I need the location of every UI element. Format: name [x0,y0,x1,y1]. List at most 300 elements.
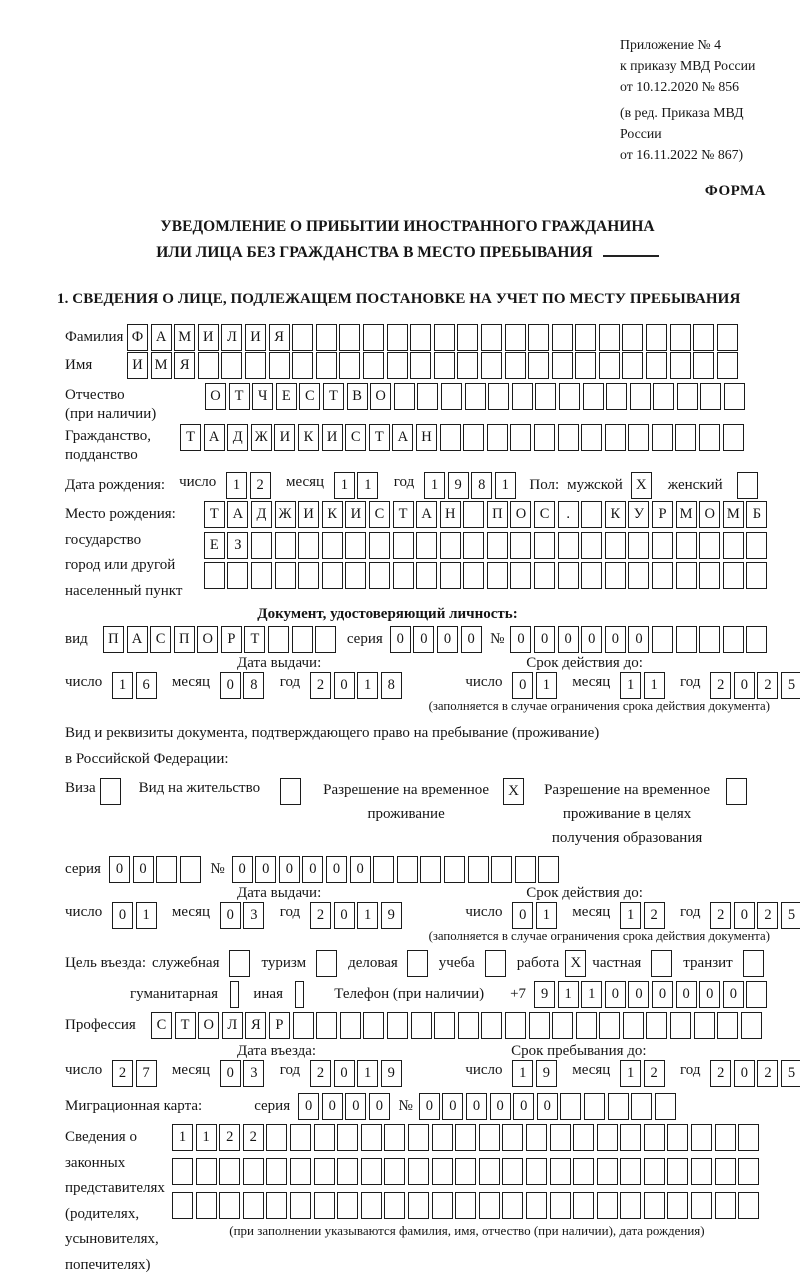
char-cell[interactable] [394,383,415,410]
char-cell[interactable]: 0 [734,672,755,699]
char-cell[interactable] [605,424,626,451]
char-cell[interactable]: 1 [226,472,247,499]
char-cell[interactable]: 9 [534,981,555,1008]
char-cell[interactable]: 2 [112,1060,133,1087]
residence-issue-month-cells[interactable] [220,902,267,929]
char-cell[interactable]: П [174,626,195,653]
char-cell[interactable] [526,1192,547,1219]
char-cell[interactable] [314,1124,335,1151]
char-cell[interactable] [741,1012,762,1039]
purpose-ucheba-checkbox[interactable] [485,950,506,977]
char-cell[interactable] [552,1012,573,1039]
char-cell[interactable]: 1 [558,981,579,1008]
char-cell[interactable] [440,424,461,451]
identity-valid-month-cells[interactable] [620,672,667,699]
phone-cells[interactable] [534,981,770,1008]
char-cell[interactable] [316,1012,337,1039]
char-cell[interactable]: 3 [243,902,264,929]
char-cell[interactable] [322,532,343,559]
char-cell[interactable] [715,1192,736,1219]
char-cell[interactable] [693,324,714,351]
sex-male-checkbox[interactable]: X [631,472,652,499]
char-cell[interactable]: 2 [757,1060,778,1087]
char-cell[interactable] [653,383,674,410]
char-cell[interactable]: 0 [109,856,130,883]
char-cell[interactable] [505,324,526,351]
char-cell[interactable] [491,856,512,883]
char-cell[interactable] [363,1012,384,1039]
char-cell[interactable] [417,383,438,410]
char-cell[interactable]: 2 [250,472,271,499]
char-cell[interactable]: 6 [136,672,157,699]
char-cell[interactable]: Т [369,424,390,451]
char-cell[interactable] [646,352,667,379]
char-cell[interactable] [463,501,484,528]
char-cell[interactable] [581,501,602,528]
char-cell[interactable] [620,1158,641,1185]
char-cell[interactable] [581,562,602,589]
char-cell[interactable] [526,1158,547,1185]
char-cell[interactable] [316,324,337,351]
char-cell[interactable]: 5 [781,902,800,929]
char-cell[interactable] [463,424,484,451]
char-cell[interactable] [597,1158,618,1185]
char-cell[interactable]: 0 [581,626,602,653]
char-cell[interactable]: Т [244,626,265,653]
char-cell[interactable]: А [127,626,148,653]
char-cell[interactable]: 2 [310,672,331,699]
identity-issue-month-cells[interactable] [220,672,267,699]
char-cell[interactable] [487,562,508,589]
char-cell[interactable] [560,1093,581,1120]
char-cell[interactable]: И [127,352,148,379]
char-cell[interactable] [481,324,502,351]
char-cell[interactable] [408,1192,429,1219]
char-cell[interactable]: 2 [710,672,731,699]
residence-number-cells[interactable] [232,856,562,883]
stay-month-cells[interactable] [620,1060,667,1087]
purpose-chastnaya-checkbox[interactable] [651,950,672,977]
temp-permit-checkbox[interactable]: X [503,778,524,805]
char-cell[interactable]: Т [323,383,344,410]
char-cell[interactable]: 0 [232,856,253,883]
char-cell[interactable] [275,562,296,589]
char-cell[interactable] [290,1124,311,1151]
char-cell[interactable] [463,562,484,589]
char-cell[interactable] [534,424,555,451]
char-cell[interactable] [411,1012,432,1039]
birth-month-cells[interactable] [334,472,381,499]
birth-place-cells-2[interactable] [204,532,770,559]
char-cell[interactable] [315,626,336,653]
char-cell[interactable]: . [558,501,579,528]
visa-checkbox[interactable] [100,778,121,805]
doc-number-cells[interactable] [510,626,770,653]
char-cell[interactable] [251,562,272,589]
surname-cells[interactable] [127,324,740,351]
char-cell[interactable] [345,532,366,559]
char-cell[interactable]: 9 [448,472,469,499]
char-cell[interactable]: З [227,532,248,559]
char-cell[interactable]: И [345,501,366,528]
char-cell[interactable] [644,1192,665,1219]
entry-month-cells[interactable] [220,1060,267,1087]
char-cell[interactable]: 1 [536,672,557,699]
char-cell[interactable] [558,562,579,589]
char-cell[interactable] [487,424,508,451]
char-cell[interactable] [676,562,697,589]
char-cell[interactable] [691,1124,712,1151]
char-cell[interactable] [738,1192,759,1219]
birth-place-cells-1[interactable] [204,501,770,528]
char-cell[interactable] [266,1124,287,1151]
char-cell[interactable]: С [345,424,366,451]
char-cell[interactable]: 0 [466,1093,487,1120]
char-cell[interactable] [675,424,696,451]
char-cell[interactable]: 1 [357,472,378,499]
char-cell[interactable] [535,383,556,410]
char-cell[interactable] [408,1124,429,1151]
char-cell[interactable]: Ж [275,501,296,528]
char-cell[interactable] [361,1192,382,1219]
char-cell[interactable] [723,424,744,451]
char-cell[interactable] [465,383,486,410]
char-cell[interactable] [575,352,596,379]
char-cell[interactable] [458,1012,479,1039]
char-cell[interactable] [468,856,489,883]
char-cell[interactable]: К [322,501,343,528]
char-cell[interactable]: К [605,501,626,528]
char-cell[interactable] [738,1158,759,1185]
char-cell[interactable] [529,1012,550,1039]
char-cell[interactable] [652,532,673,559]
char-cell[interactable] [631,1093,652,1120]
char-cell[interactable] [393,532,414,559]
char-cell[interactable]: Я [174,352,195,379]
char-cell[interactable] [699,562,720,589]
char-cell[interactable]: 0 [652,981,673,1008]
char-cell[interactable]: 7 [136,1060,157,1087]
char-cell[interactable] [584,1093,605,1120]
char-cell[interactable] [316,352,337,379]
char-cell[interactable]: 2 [243,1124,264,1151]
char-cell[interactable] [337,1158,358,1185]
char-cell[interactable] [670,324,691,351]
char-cell[interactable]: 1 [512,1060,533,1087]
char-cell[interactable]: 1 [620,672,641,699]
char-cell[interactable] [628,562,649,589]
entry-year-cells[interactable] [310,1060,404,1087]
char-cell[interactable] [676,626,697,653]
char-cell[interactable]: С [151,1012,172,1039]
char-cell[interactable]: 0 [298,1093,319,1120]
char-cell[interactable]: 1 [136,902,157,929]
char-cell[interactable]: О [197,626,218,653]
char-cell[interactable] [502,1192,523,1219]
char-cell[interactable] [597,1124,618,1151]
char-cell[interactable]: О [198,1012,219,1039]
char-cell[interactable] [227,562,248,589]
char-cell[interactable]: 9 [381,1060,402,1087]
char-cell[interactable] [487,532,508,559]
char-cell[interactable] [479,1124,500,1151]
migration-number-cells[interactable] [419,1093,679,1120]
legal-reps-cells-3[interactable] [172,1192,762,1219]
char-cell[interactable]: А [151,324,172,351]
char-cell[interactable] [676,532,697,559]
char-cell[interactable] [444,856,465,883]
profession-cells[interactable] [151,1012,764,1039]
legal-reps-cells-2[interactable] [172,1158,762,1185]
char-cell[interactable] [510,424,531,451]
char-cell[interactable] [699,626,720,653]
char-cell[interactable]: А [204,424,225,451]
char-cell[interactable] [393,562,414,589]
char-cell[interactable] [558,532,579,559]
birth-place-cells-3[interactable] [204,562,770,589]
char-cell[interactable]: 0 [220,672,241,699]
char-cell[interactable]: 2 [644,1060,665,1087]
char-cell[interactable] [700,383,721,410]
char-cell[interactable]: С [369,501,390,528]
char-cell[interactable]: О [510,501,531,528]
purpose-turizm-checkbox[interactable] [316,950,337,977]
char-cell[interactable]: 0 [605,626,626,653]
char-cell[interactable] [251,532,272,559]
char-cell[interactable]: А [392,424,413,451]
char-cell[interactable]: Д [251,501,272,528]
char-cell[interactable]: 0 [302,856,323,883]
char-cell[interactable] [652,626,673,653]
char-cell[interactable] [559,383,580,410]
char-cell[interactable]: 1 [357,672,378,699]
char-cell[interactable] [715,1158,736,1185]
char-cell[interactable] [677,383,698,410]
char-cell[interactable]: 8 [381,672,402,699]
char-cell[interactable] [605,562,626,589]
char-cell[interactable] [290,1158,311,1185]
char-cell[interactable] [455,1192,476,1219]
char-cell[interactable] [526,1124,547,1151]
char-cell[interactable]: М [151,352,172,379]
char-cell[interactable] [738,1124,759,1151]
char-cell[interactable]: 0 [345,1093,366,1120]
char-cell[interactable] [538,856,559,883]
migration-seriya-cells[interactable] [298,1093,392,1120]
legal-reps-cells-1[interactable] [172,1124,762,1151]
residence-issue-day-cells[interactable] [112,902,159,929]
char-cell[interactable]: Я [269,324,290,351]
char-cell[interactable]: 0 [220,902,241,929]
char-cell[interactable] [410,352,431,379]
char-cell[interactable] [314,1158,335,1185]
char-cell[interactable]: У [628,501,649,528]
char-cell[interactable] [361,1124,382,1151]
char-cell[interactable] [715,1124,736,1151]
char-cell[interactable] [416,532,437,559]
char-cell[interactable] [440,562,461,589]
char-cell[interactable] [384,1158,405,1185]
char-cell[interactable]: 0 [513,1093,534,1120]
char-cell[interactable]: И [245,324,266,351]
char-cell[interactable]: 1 [495,472,516,499]
char-cell[interactable] [339,324,360,351]
char-cell[interactable] [156,856,177,883]
char-cell[interactable]: Л [222,1012,243,1039]
char-cell[interactable] [622,324,643,351]
char-cell[interactable] [432,1158,453,1185]
residence-valid-day-cells[interactable] [512,902,559,929]
char-cell[interactable]: С [150,626,171,653]
char-cell[interactable]: 2 [757,902,778,929]
entry-day-cells[interactable] [112,1060,159,1087]
char-cell[interactable]: 0 [112,902,133,929]
char-cell[interactable] [510,532,531,559]
char-cell[interactable] [699,424,720,451]
char-cell[interactable]: 0 [676,981,697,1008]
char-cell[interactable] [717,324,738,351]
birth-day-cells[interactable] [226,472,273,499]
char-cell[interactable] [345,562,366,589]
char-cell[interactable] [387,1012,408,1039]
char-cell[interactable] [628,424,649,451]
char-cell[interactable] [576,1012,597,1039]
char-cell[interactable] [384,1192,405,1219]
residence-issue-year-cells[interactable] [310,902,404,929]
char-cell[interactable] [204,562,225,589]
char-cell[interactable]: О [205,383,226,410]
char-cell[interactable]: П [487,501,508,528]
char-cell[interactable] [180,856,201,883]
char-cell[interactable] [652,562,673,589]
char-cell[interactable] [361,1158,382,1185]
char-cell[interactable] [667,1124,688,1151]
char-cell[interactable] [630,383,651,410]
char-cell[interactable]: И [198,324,219,351]
char-cell[interactable] [628,532,649,559]
char-cell[interactable] [481,1012,502,1039]
char-cell[interactable] [606,383,627,410]
char-cell[interactable] [599,352,620,379]
char-cell[interactable]: А [416,501,437,528]
char-cell[interactable] [266,1158,287,1185]
residence-permit-checkbox[interactable] [280,778,301,805]
char-cell[interactable]: 0 [512,902,533,929]
char-cell[interactable] [369,532,390,559]
char-cell[interactable]: 0 [461,626,482,653]
sex-female-checkbox[interactable] [737,472,758,499]
char-cell[interactable] [363,352,384,379]
char-cell[interactable]: О [699,501,720,528]
char-cell[interactable]: Т [175,1012,196,1039]
char-cell[interactable]: М [723,501,744,528]
char-cell[interactable] [670,1012,691,1039]
char-cell[interactable] [646,324,667,351]
char-cell[interactable]: Т [229,383,250,410]
identity-issue-year-cells[interactable] [310,672,404,699]
char-cell[interactable]: 5 [781,672,800,699]
char-cell[interactable] [172,1192,193,1219]
char-cell[interactable] [581,532,602,559]
char-cell[interactable]: Р [269,1012,290,1039]
char-cell[interactable]: С [534,501,555,528]
char-cell[interactable] [552,324,573,351]
char-cell[interactable] [691,1158,712,1185]
char-cell[interactable]: 2 [310,902,331,929]
char-cell[interactable]: 0 [220,1060,241,1087]
char-cell[interactable] [455,1124,476,1151]
char-cell[interactable] [292,352,313,379]
char-cell[interactable] [457,324,478,351]
char-cell[interactable] [219,1158,240,1185]
char-cell[interactable] [298,532,319,559]
char-cell[interactable] [243,1192,264,1219]
char-cell[interactable]: 0 [442,1093,463,1120]
char-cell[interactable] [667,1192,688,1219]
char-cell[interactable]: 0 [734,1060,755,1087]
char-cell[interactable] [746,532,767,559]
birth-year-cells[interactable] [424,472,518,499]
char-cell[interactable]: 0 [334,672,355,699]
char-cell[interactable]: С [299,383,320,410]
char-cell[interactable] [172,1158,193,1185]
char-cell[interactable] [384,1124,405,1151]
char-cell[interactable] [292,626,313,653]
char-cell[interactable] [479,1192,500,1219]
char-cell[interactable] [717,1012,738,1039]
char-cell[interactable]: 0 [628,981,649,1008]
char-cell[interactable] [723,562,744,589]
char-cell[interactable] [528,324,549,351]
citizenship-cells[interactable] [180,424,746,451]
char-cell[interactable] [292,324,313,351]
char-cell[interactable] [534,562,555,589]
char-cell[interactable]: 0 [534,626,555,653]
identity-valid-year-cells[interactable] [710,672,800,699]
char-cell[interactable] [243,1158,264,1185]
identity-issue-day-cells[interactable] [112,672,159,699]
char-cell[interactable] [434,324,455,351]
char-cell[interactable]: М [174,324,195,351]
char-cell[interactable] [608,1093,629,1120]
char-cell[interactable] [694,1012,715,1039]
char-cell[interactable]: 8 [471,472,492,499]
char-cell[interactable]: 0 [133,856,154,883]
char-cell[interactable]: 1 [357,1060,378,1087]
char-cell[interactable] [441,383,462,410]
char-cell[interactable]: 0 [279,856,300,883]
char-cell[interactable] [196,1158,217,1185]
char-cell[interactable]: 2 [710,1060,731,1087]
char-cell[interactable]: 0 [558,626,579,653]
char-cell[interactable] [667,1158,688,1185]
char-cell[interactable] [410,324,431,351]
char-cell[interactable] [387,324,408,351]
char-cell[interactable]: Р [652,501,673,528]
char-cell[interactable] [670,352,691,379]
char-cell[interactable] [583,383,604,410]
char-cell[interactable]: 1 [357,902,378,929]
char-cell[interactable]: Б [746,501,767,528]
char-cell[interactable] [432,1124,453,1151]
char-cell[interactable] [502,1158,523,1185]
char-cell[interactable] [432,1192,453,1219]
char-cell[interactable] [717,352,738,379]
char-cell[interactable]: И [322,424,343,451]
char-cell[interactable] [363,324,384,351]
char-cell[interactable] [573,1124,594,1151]
char-cell[interactable] [505,352,526,379]
